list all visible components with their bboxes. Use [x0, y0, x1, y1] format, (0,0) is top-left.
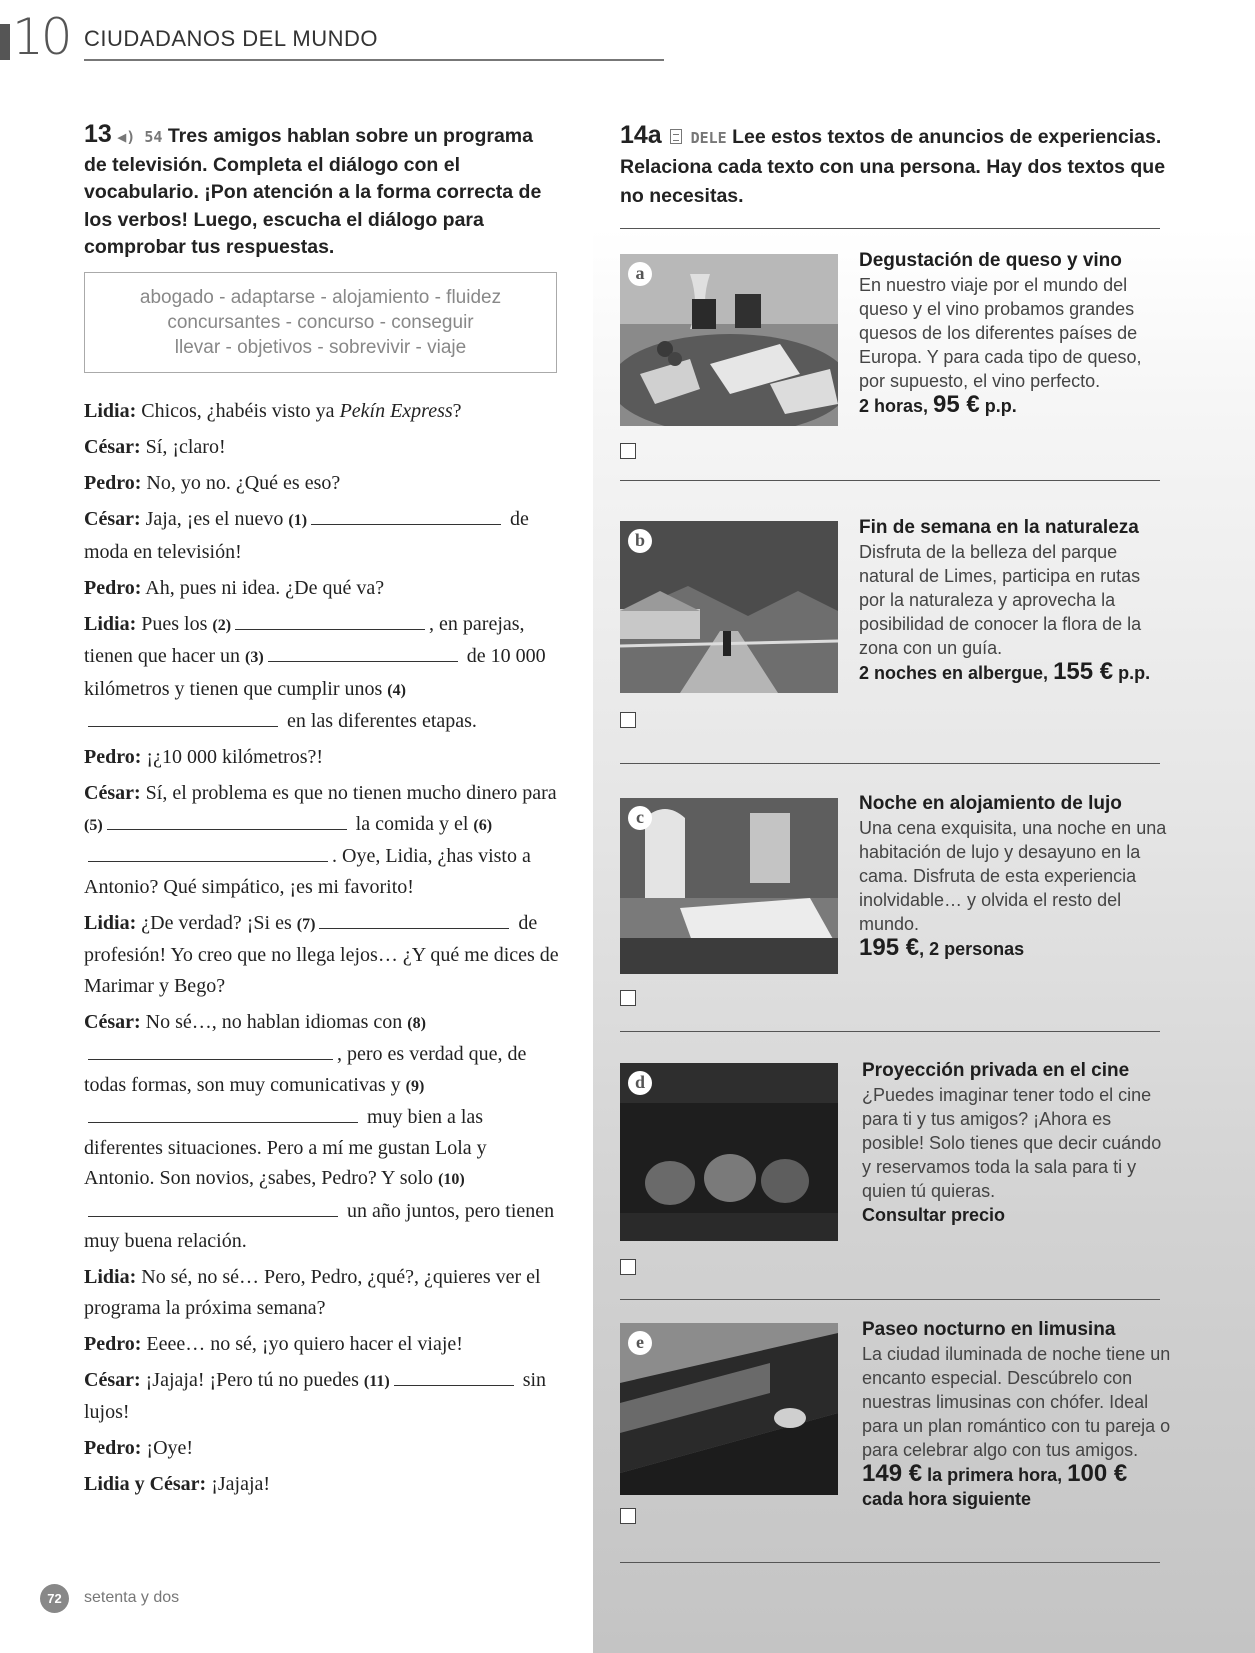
answer-blank[interactable] [88, 1216, 338, 1217]
speaker: Pedro: [84, 576, 142, 599]
dialogue-line: Pedro: ¡¿10 000 kilómetros?! [84, 746, 324, 768]
ad-body: Una cena exquisita, una noche en una habitación de lujo y desayuno en la cama. Disfruta de esta experiencia inolvidable… y olvida el resto del mundo. [859, 818, 1167, 934]
dialogue-line: César: Jaja, ¡es el nuevo (1) de moda en televisión! [84, 508, 529, 563]
speaker: Lidia: [84, 612, 137, 635]
answer-blank[interactable] [88, 726, 278, 727]
ad-photo-nature [620, 521, 838, 693]
separator [620, 1031, 1160, 1032]
exercise-number: 14a [620, 121, 662, 149]
ad-photo-cinema [620, 1063, 838, 1241]
blank-number: (3) [245, 649, 264, 666]
dialogue-line: César: No sé…, no hablan idiomas con (8), pero es verdad que, de todas formas, son muy comunicativas y (9) muy bien a las diferentes situaciones. Pero a mí me gustan Lola y Antonio. Son novios, ¿sabes, Pedro? Y solo (10) un año juntos, pero tienen muy buena relación. [84, 1010, 555, 1252]
exercise-number: 13 [84, 120, 112, 148]
speaker: Pedro: [84, 472, 142, 494]
page-number: 72 [40, 1584, 69, 1613]
ad-text-e [862, 1318, 1172, 1511]
unit-number: 10 [12, 8, 70, 66]
dialogue-line: César: Sí, ¡claro! [84, 436, 226, 458]
ad-body: Disfruta de la belleza del parque natural de Limes, participa en rutas por la naturaleza y aprovecha la posibilidad de conocer la flora de la zona con un guía. [859, 542, 1142, 658]
ad-text-d [862, 1059, 1172, 1227]
speaker: César: [84, 436, 141, 458]
ad-price: 149 € la primera hora, 100 € cada hora siguiente [862, 1460, 1128, 1509]
separator [620, 480, 1160, 481]
answer-blank[interactable] [394, 1385, 514, 1386]
exercise-14a-instructions [620, 121, 1190, 211]
ad-photo-limousine [620, 1323, 838, 1495]
page-number-words: setenta y dos [84, 1589, 180, 1606]
blank-number: (6) [473, 816, 493, 834]
exercise-13-instructions [84, 121, 557, 262]
ad-letter: b [628, 529, 652, 553]
answer-checkbox[interactable] [620, 990, 636, 1006]
blank-number: (7) [296, 915, 316, 933]
answer-blank[interactable] [88, 1122, 358, 1123]
blank-number: (11) [363, 1372, 390, 1390]
speaker: Lidia y César: [84, 1473, 207, 1495]
instructions-text: Tres amigos hablan sobre un programa de televisión. Completa el diálogo con el vocabulario. ¡Pon atención a la forma correcta de los verbos! Luego, escucha el diálogo para comprobar tus respuestas. [84, 125, 542, 258]
ad-price: 195 €, 2 personas [859, 934, 1025, 961]
header-rule [84, 59, 664, 61]
dialogue-line: Lidia: No sé, no sé… Pero, Pedro, ¿qué?, ¿quieres ver el programa la próxima semana? [84, 1266, 541, 1319]
ad-letter: d [628, 1071, 652, 1095]
ad-photo-hotel-room [620, 798, 838, 974]
blank-number: (10) [438, 1171, 465, 1188]
speaker: Pedro: [84, 1437, 142, 1459]
dele-tag: DELE [690, 129, 727, 147]
blank-number: (9) [405, 1077, 425, 1095]
vocabulary-line: concursantes - concurso - conseguir [167, 312, 474, 333]
speaker: Lidia: [84, 400, 137, 422]
speaker: César: [84, 1368, 141, 1391]
separator [620, 228, 1160, 229]
ad-text-b [859, 516, 1169, 685]
document-icon [670, 129, 682, 144]
audio-track[interactable]: ◀) 54 [117, 128, 163, 146]
speaker: Pedro: [84, 1332, 142, 1355]
instructions-text: Lee estos textos de anuncios de experiencias. Relaciona cada texto con una persona. Hay dos textos que no necesitas. [620, 126, 1166, 207]
answer-checkbox[interactable] [620, 1508, 636, 1524]
ad-letter: e [628, 1331, 652, 1355]
answer-blank[interactable] [311, 524, 501, 525]
unit-bar [0, 24, 10, 60]
ad-text-a [859, 249, 1169, 418]
ad-price: 2 horas, 95 € p.p. [859, 391, 1017, 418]
ad-price: Consultar precio [862, 1205, 1006, 1225]
ad-title: Fin de semana en la naturaleza [859, 517, 1139, 538]
blank-number: (1) [288, 512, 308, 529]
ad-title: Degustación de queso y vino [859, 250, 1122, 271]
ad-text-c [859, 792, 1169, 961]
dialogue-line: Lidia y César: ¡Jajaja! [84, 1473, 271, 1495]
dialogue-line: César: ¡Jajaja! ¡Pero tú no puedes (11) sin lujos! [84, 1368, 547, 1423]
answer-checkbox[interactable] [620, 1259, 636, 1275]
answer-blank[interactable] [107, 829, 347, 830]
vocabulary-box [84, 272, 557, 373]
ad-title: Paseo nocturno en limusina [862, 1319, 1116, 1340]
dialogue-line: Lidia: Pues los (2) , en parejas, tienen que hacer un (3) de 10 000 kilómetros y tienen que cumplir unos (4) en las diferentes etapas. [84, 612, 546, 732]
blank-number: (2) [212, 616, 232, 634]
speaker: Pedro: [84, 746, 142, 768]
ad-price: 2 noches en albergue, 155 € p.p. [859, 658, 1151, 685]
ad-title: Proyección privada en el cine [862, 1060, 1130, 1081]
answer-checkbox[interactable] [620, 443, 636, 459]
speaker: César: [84, 782, 141, 804]
blank-number: (8) [407, 1014, 426, 1032]
answer-blank[interactable] [235, 629, 425, 630]
ad-photo-cheese-wine [620, 254, 838, 426]
ad-title: Noche en alojamiento de lujo [859, 793, 1122, 814]
speaker: Lidia: [84, 911, 137, 934]
unit-title: CIUDADANOS DEL MUNDO [84, 26, 378, 51]
dialogue-line: Pedro: Eeee… no sé, ¡yo quiero hacer el viaje! [84, 1332, 463, 1355]
answer-blank[interactable] [88, 1059, 333, 1060]
answer-blank[interactable] [268, 661, 458, 662]
ad-body: La ciudad iluminada de noche tiene un encanto especial. Descúbrelo con nuestras limusinas con chófer. Ideal para un plan romántico con tu pareja o para celebrar algo con tus amigos. [862, 1344, 1171, 1460]
blank-number: (4) [387, 681, 406, 699]
speaker: César: [84, 508, 141, 530]
dialogue [84, 396, 559, 1505]
answer-blank[interactable] [319, 928, 509, 929]
separator [620, 1299, 1160, 1300]
speaker: César: [84, 1010, 141, 1033]
speaker: Lidia: [84, 1266, 137, 1288]
dialogue-line: César: Sí, el problema es que no tienen mucho dinero para (5) la comida y el (6). Oye, Lidia, ¿has visto a Antonio? Qué simpático, ¡es mi favorito! [84, 782, 557, 898]
dialogue-line: Pedro: Ah, pues ni idea. ¿De qué va? [84, 576, 385, 599]
ad-body: En nuestro viaje por el mundo del queso y el vino probamos grandes quesos de los diferentes países de Europa. Y para cada tipo de queso, por supuesto, el vino perfecto. [859, 275, 1142, 391]
separator [620, 763, 1160, 764]
ad-body: ¿Puedes imaginar tener todo el cine para ti y tus amigos? ¡Ahora es posible! Solo tienes que decir cuándo y reservamos toda la sala para ti y quien tú quieras. [862, 1085, 1162, 1201]
speaker-icon: ◀) [117, 128, 136, 146]
ad-letter: c [628, 806, 652, 830]
answer-blank[interactable] [88, 861, 328, 862]
show-title: Pekín Express [339, 400, 453, 422]
ad-letter: a [628, 262, 652, 286]
dialogue-line: Lidia: Chicos, ¿habéis visto ya Pekín Express? [84, 400, 462, 422]
answer-checkbox[interactable] [620, 712, 636, 728]
blank-number: (5) [84, 816, 103, 834]
separator [620, 1562, 1160, 1563]
dialogue-line: Pedro: ¡Oye! [84, 1437, 194, 1459]
vocabulary-line: llevar - objetivos - sobrevivir - viaje [174, 337, 467, 358]
dialogue-line: Lidia: ¿De verdad? ¡Si es (7) de profesión! Yo creo que no llega lejos… ¿Y qué me dices de Marimar y Bego? [84, 911, 559, 997]
vocabulary-line: abogado - adaptarse - alojamiento - fluidez [139, 287, 502, 308]
dialogue-line: Pedro: No, yo no. ¿Qué es eso? [84, 472, 341, 494]
